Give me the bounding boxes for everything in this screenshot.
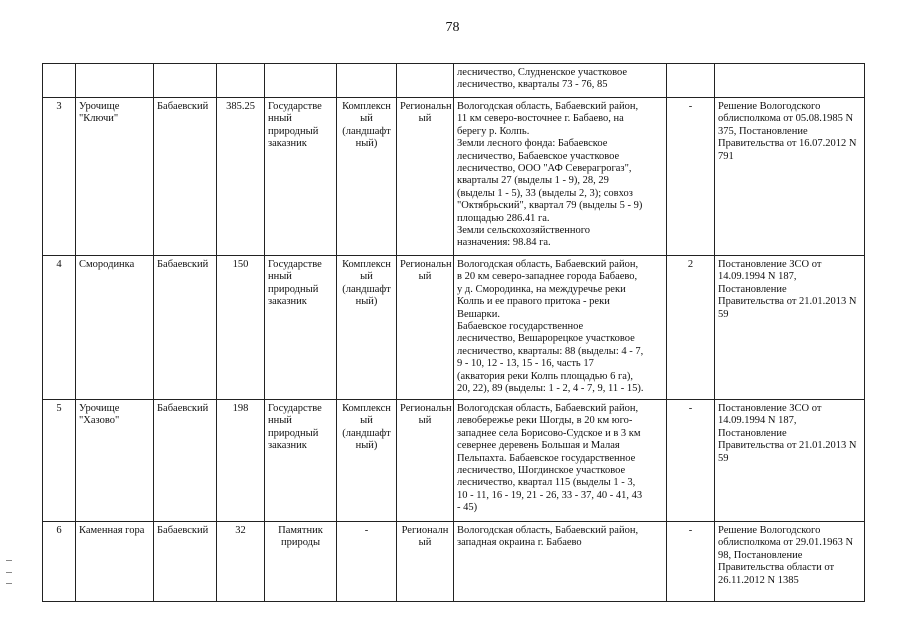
location: лесничество, Слудненское участковое лесничество, кварталы 73 - 76, 85 [454,64,667,98]
area: 32 [217,522,265,602]
legal-basis: Решение Вологодского облисполкома от 05.08.1985 N 375, Постановление Правительства от 16.07.2012 N 791 [715,98,865,256]
table-row [43,256,865,400]
legal-basis [715,64,865,98]
table-row [43,98,865,256]
location: Вологодская область, Бабаевский район, в 20 км северо-западнее города Бабаево, у д. Смородинка, на междуречье реки Колпь и ее правого притока - реки Вешарки. Бабаевское государственное лесничество, Вешарорецкое участковое лесничество, кварталы: 88 (выделы: 4 - 7, 9 - 10, 12 - 13, 15 - 16, часть 17 (акватория реки Колпь площадью 6 га), 20, 22), 89 (выделы: 1 - 2, 4 - 7, 9, 11 - 15). [454,256,667,400]
page-number: 78 [445,20,460,35]
category: - [667,98,715,256]
site-name: Урочище "Ключи" [76,98,154,256]
significance: Региональн ый [397,400,454,522]
category [667,64,715,98]
site-name: Смородинка [76,256,154,400]
legal-basis: Постановление ЗСО от 14.09.1994 N 187, Постановление Правительства от 21.01.2013 N 59 [715,256,865,400]
protection-type: Государстве нный природный заказник [265,400,337,522]
margin-tick [6,583,12,584]
row-number [43,64,76,98]
protected-areas-table [42,63,865,602]
district: Бабаевский [154,522,217,602]
significance: Регионалн ый [397,522,454,602]
table-row [43,64,865,98]
protection-type: Памятник природы [265,522,337,602]
table-row [43,400,865,522]
location: Вологодская область, Бабаевский район, левобережье реки Шогды, в 20 км юго- западнее села Борисово-Судское и в 3 км севернее деревень Большая и Малая Пельпахта. Бабаевское государственное лесничество, Шогдинское участковое лесничество, квартал 115 (выделы 1 - 3, 10 - 11, 16 - 19, 21 - 26, 33 - 37, 40 - 41, 43 - 45) [454,400,667,522]
legal-basis: Постановление ЗСО от 14.09.1994 N 187, Постановление Правительства от 21.01.2013 N 59 [715,400,865,522]
table-row [43,522,865,602]
row-number: 4 [43,256,76,400]
protection-type: Государстве нный природный заказник [265,256,337,400]
site-name: Урочище "Хазово" [76,400,154,522]
area: 198 [217,400,265,522]
area: 150 [217,256,265,400]
row-number: 3 [43,98,76,256]
protection-type [265,64,337,98]
area: 385.25 [217,98,265,256]
profile: Комплексн ый (ландшафт ный) [337,400,397,522]
site-name: Каменная гора [76,522,154,602]
district: Бабаевский [154,256,217,400]
category: 2 [667,256,715,400]
row-number: 5 [43,400,76,522]
location: Вологодская область, Бабаевский район, западная окраина г. Бабаево [454,522,667,602]
location: Вологодская область, Бабаевский район, 11 км северо-восточнее г. Бабаево, на берегу р. Колпь. Земли лесного фонда: Бабаевское лесничество, Бабаевское участковое лесничество, ООО "АФ Северагрогаз", кварталы 27 (выделы 1 - 9), 28, 29 (выделы 1 - 5), 33 (выделы 2, 3); совхоз "Октябрьский", квартал 79 (выделы 5 - 9) площадью 286.41 га. Земли сельскохозяйственного назначения: 98.84 га. [454,98,667,256]
profile: Комплексн ый (ландшафт ный) [337,256,397,400]
significance: Региональн ый [397,256,454,400]
district: Бабаевский [154,98,217,256]
site-name [76,64,154,98]
category: - [667,522,715,602]
row-number: 6 [43,522,76,602]
significance: Региональн ый [397,98,454,256]
margin-tick [6,572,12,573]
significance [397,64,454,98]
district [154,64,217,98]
district: Бабаевский [154,400,217,522]
category: - [667,400,715,522]
protection-type: Государстве нный природный заказник [265,98,337,256]
legal-basis: Решение Вологодского облисполкома от 29.01.1963 N 98, Постановление Правительства области от 26.11.2012 N 1385 [715,522,865,602]
profile: - [337,522,397,602]
profile [337,64,397,98]
area [217,64,265,98]
profile: Комплексн ый (ландшафт ный) [337,98,397,256]
margin-tick [6,560,12,561]
